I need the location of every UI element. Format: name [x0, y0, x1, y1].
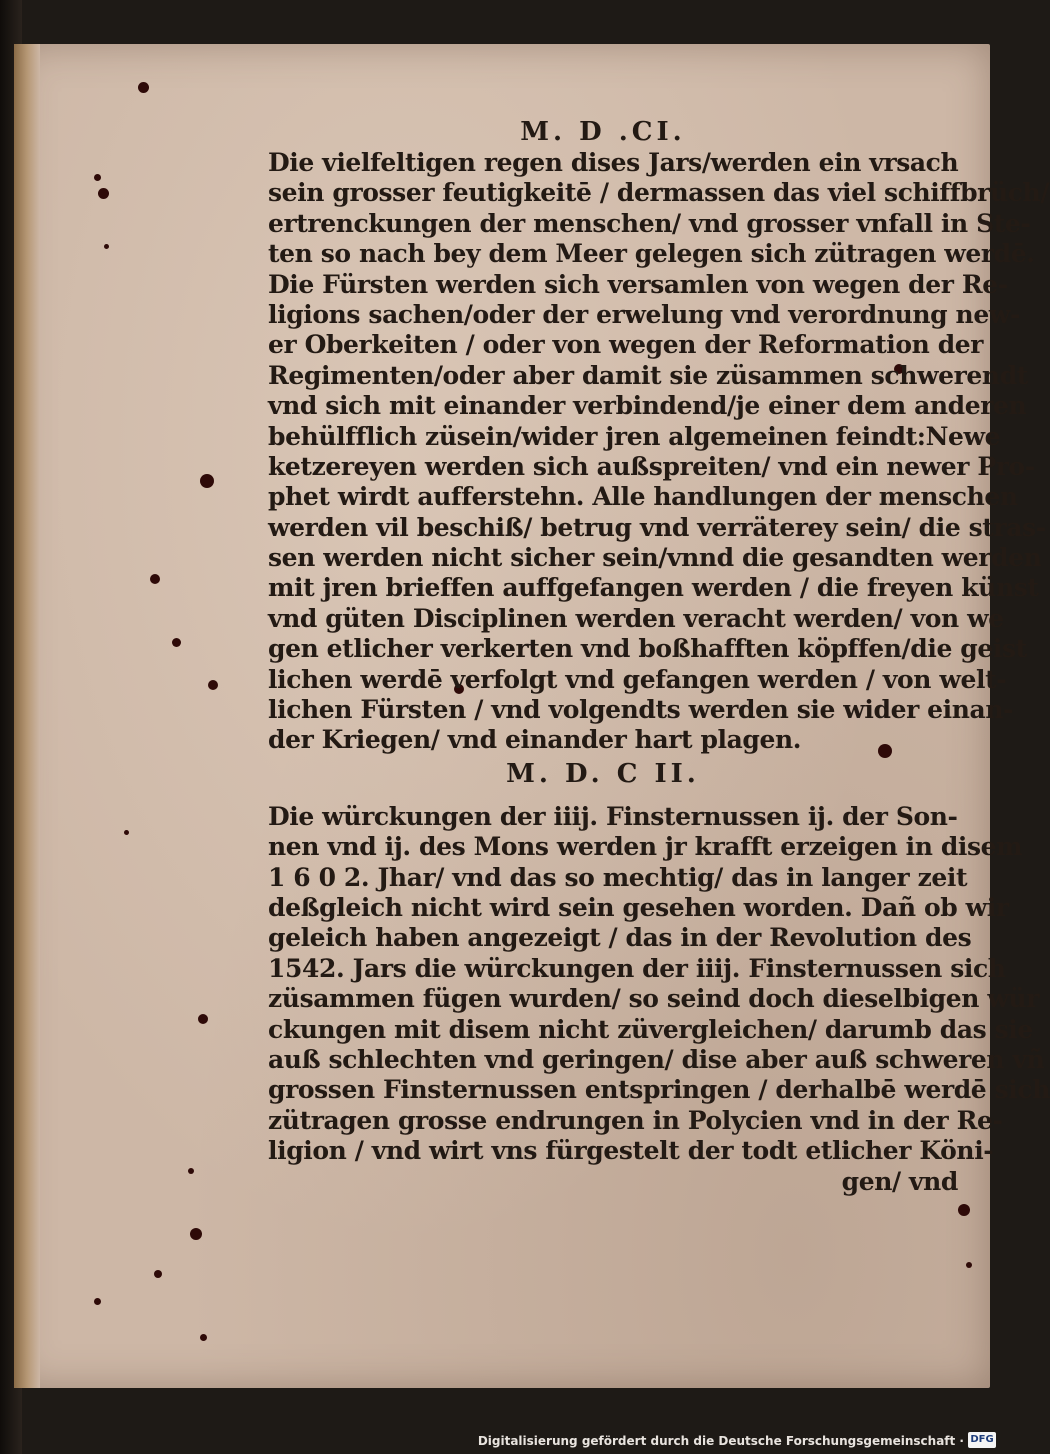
ink-spot — [200, 1334, 207, 1341]
text-line: züsammen fügen wurden/ so seind doch dieselbigen wür — [268, 984, 1040, 1014]
text-line: ketzereyen werden sich außspreiten/ vnd ein newer Pro- — [268, 451, 1035, 481]
text-line: Regimenten/oder aber damit sie züsammen schwerendt — [268, 360, 1028, 390]
ink-spot — [94, 174, 101, 181]
text-line: er Oberkeiten / oder von wegen der Reformation der — [268, 330, 984, 360]
ink-spot — [190, 1228, 202, 1240]
ink-spot — [200, 474, 214, 488]
text-line: ten so nach bey dem Meer gelegen sich zütragen werdē. — [268, 239, 1035, 269]
text-line: ertrenckungen der menschen/ vnd grosser vnfall in Ste- — [268, 208, 1031, 238]
text-line: vnd güten Disciplinen werden veracht werden/ von we — [268, 603, 1004, 633]
section-heading-2: M. D. C II. — [506, 758, 700, 789]
text-line: Die vielfeltigen regen dises Jars/werden ein vrsach — [268, 148, 959, 177]
text-line: auß schlechten vnd geringen/ dise aber auß schweren vñ — [268, 1044, 1045, 1074]
text-line: 1542. Jars die würckungen der iiij. Finsternussen sich — [268, 953, 1006, 983]
text-block — [268, 116, 1050, 1197]
section-heading-1: M. D .CI. — [520, 117, 686, 147]
text-line: zütragen grosse endrungen in Polycien vnd in der Re- — [268, 1105, 1003, 1135]
text-line: gen etlicher verkerten vnd boßhafften köpffen/die geist — [268, 634, 1027, 664]
ink-spot — [188, 1168, 194, 1174]
ink-spot — [124, 830, 129, 835]
book-page — [14, 44, 1050, 1388]
text-line: ckungen mit disem nicht züvergleichen/ darumb das sie — [268, 1014, 1033, 1044]
text-line: phet wirdt aufferstehn. Alle handlungen der menschen — [268, 482, 1018, 512]
digitization-credit: Digitalisierung gefördert durch die Deutsche Forschungsgemeinschaft · — [477, 1434, 964, 1448]
text-line: sen werden nicht sicher sein/vnnd die gesandten werden — [268, 543, 1042, 573]
text-line: 1 6 0 2. Jhar/ vnd das so mechtig/ das in langer zeit — [268, 862, 968, 892]
text-line: mit jren brieffen auffgefangen werden / die freyen künst — [268, 573, 1039, 603]
text-line: der Kriegen/ vnd einander hart plagen. — [268, 725, 802, 755]
page-gutter — [14, 44, 40, 1388]
ink-spot — [138, 82, 149, 93]
section-1-body — [268, 148, 1050, 756]
ink-spot — [208, 680, 218, 690]
text-line: ligions sachen/oder der erwelung vnd verordnung new- — [268, 299, 1020, 329]
text-line: geleich haben angezeigt / das in der Revolution des — [268, 923, 972, 953]
ink-spot — [154, 1270, 162, 1278]
dfg-logo: DFG — [968, 1432, 996, 1448]
ink-spot — [966, 1262, 972, 1268]
text-line: werden vil beschiß/ betrug vnd verräterey sein/ die stras- — [268, 512, 1046, 542]
text-line: lichen werdē verfolgt vnd gefangen werden / von welt- — [268, 664, 1007, 694]
text-line: nen vnd ij. des Mons werden jr krafft erzeigen in disem — [268, 832, 1023, 862]
ink-spot — [98, 188, 109, 199]
ink-spot — [958, 1204, 970, 1216]
text-line: vnd sich mit einander verbindend/je einer dem anderen — [268, 391, 1027, 421]
text-line: behülfflich züsein/wider jren algemeinen feindt:Newe — [268, 421, 1001, 451]
ink-spot — [198, 1014, 208, 1024]
ink-spot — [104, 244, 109, 249]
ink-spot — [150, 574, 160, 584]
ink-spot — [172, 638, 181, 647]
text-line: lichen Fürsten / vnd volgendts werden sie wider einan- — [268, 695, 1014, 725]
ink-spot — [94, 1298, 101, 1305]
section-2-body — [268, 801, 1050, 1197]
text-line: deßgleich nicht wird sein gesehen worden. Dañ ob wir — [268, 892, 1009, 922]
text-line: Die würckungen der iiij. Finsternussen ij. der Son- — [268, 801, 958, 831]
catchword: gen/ vnd — [841, 1166, 958, 1196]
text-line: Die Fürsten werden sich versamlen von wegen der Re- — [268, 269, 1008, 299]
text-line: grossen Finsternussen entspringen / derhalbē werdē sich — [268, 1075, 1050, 1105]
text-line: ligion / vnd wirt vns fürgestelt der todt etlicher Köni- — [268, 1136, 994, 1166]
text-line: sein grosser feutigkeitē / dermassen das viel schiffbrüch/ — [268, 178, 1050, 208]
